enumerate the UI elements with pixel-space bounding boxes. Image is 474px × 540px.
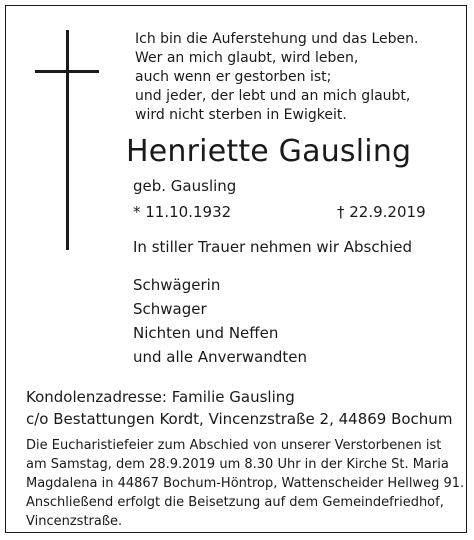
notice-line: am Samstag, dem 28.9.2019 um 8.30 Uhr in der Kirche St. Maria <box>26 457 449 472</box>
maiden-name: geb. Gausling <box>133 177 237 195</box>
notice-line: Anschließend erfolgt die Beisetzung auf dem Gemeindefriedhof, <box>26 495 444 510</box>
mourner-item: Schwager <box>133 300 207 318</box>
cross-vertical-bar <box>66 30 69 250</box>
mourning-statement: In stiller Trauer nehmen wir Abschied <box>133 238 413 256</box>
birth-date: * 11.10.1932 <box>133 203 232 221</box>
verse-line: Wer an mich glaubt, wird leben, <box>135 50 359 66</box>
verse-line: wird nicht sterben in Ewigkeit. <box>135 107 347 123</box>
funeral-notice <box>26 436 464 531</box>
mourner-item: Nichten und Neffen <box>133 324 279 342</box>
notice-line: Magdalena in 44867 Bochum-Höntrop, Wattenscheider Hellweg 91. <box>26 476 465 491</box>
notice-line: Vincenzstraße. <box>26 514 123 529</box>
verse-line: und jeder, der lebt und an mich glaubt, <box>135 88 411 104</box>
mourner-item: Schwägerin <box>133 276 221 294</box>
condolence-address <box>26 386 452 430</box>
mourner-item: und alle Anverwandten <box>133 348 307 366</box>
notice-line: Die Eucharistiefeier zum Abschied von unserer Verstorbenen ist <box>26 438 442 453</box>
condolence-line: c/o Bestattungen Kordt, Vincenzstraße 2, 44869 Bochum <box>26 410 453 428</box>
verse-line: auch wenn er gestorben ist; <box>135 69 332 85</box>
deceased-name: Henriette Gausling <box>126 134 412 169</box>
death-date: † 22.9.2019 <box>337 203 426 221</box>
bible-verse <box>135 30 418 125</box>
condolence-line: Kondolenzadresse: Familie Gausling <box>26 388 295 406</box>
verse-line: Ich bin die Auferstehung und das Leben. <box>135 31 419 47</box>
mourners-list <box>133 273 307 369</box>
cross-horizontal-bar <box>35 70 99 73</box>
